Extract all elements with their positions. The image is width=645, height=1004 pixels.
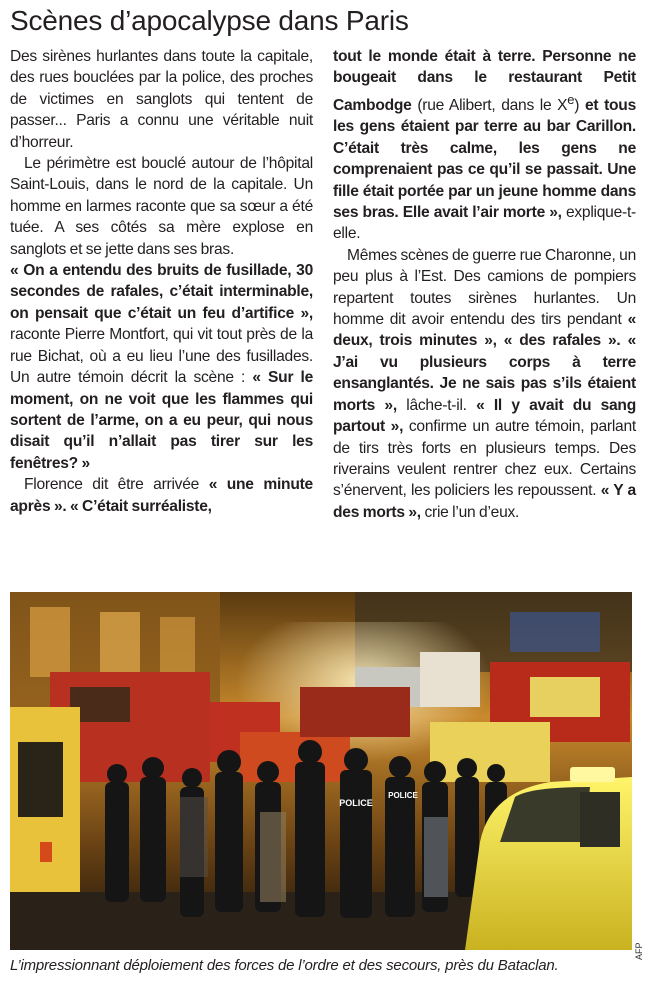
paragraph: Des sirènes hurlantes dans toute la capitale, des rues bouclées par la police, des proches de victimes en sanglots qui tentent de passer... Paris a connu une véritable nuit d’horreur.	[10, 48, 313, 151]
quote: « Y a des morts »,	[333, 482, 636, 521]
vest-label: POLICE	[388, 791, 418, 800]
article-column-left	[10, 46, 313, 517]
paragraph: Florence dit être arrivée « une minute après ». « C’était surréaliste,	[10, 476, 313, 515]
superscript: e	[567, 91, 575, 107]
quote: « On a entendu des bruits de fusillade, 30 secondes de rafales, c’était interminable, on pensait que c’était un feu d’artifice »,	[10, 262, 313, 322]
article-headline: Scènes d’apocalypse dans Paris	[10, 5, 409, 36]
paragraph: tout le monde était à terre. Personne ne bougeait dans le restaurant Petit Cambodge (rue Alibert, dans le Xe) et tous les gens étaient par terre au bar Carillon. C’était très calme, les gens ne comprenaient pas ce qu’il se passait. Une fille était portée par un jeune homme dans ses bras. Elle avait l’air morte », explique-t-elle.	[333, 48, 636, 243]
quote: « des rafales ».	[503, 332, 621, 350]
quote: et tous les gens étaient par terre au bar Carillon. C’était très calme, les gens ne comprenaient pas ce qu’il se passait. Une fille était portée par un jeune homme dans ses bras. Elle avait l’air morte »,	[333, 97, 636, 222]
paragraph: Mêmes scènes de guerre rue Charonne, un peu plus à l’Est. Des camions de pompiers repartent toutes sirènes hurlantes. Un homme dit avoir entendu des tirs pendant « deux, trois minutes », « des rafales ». « J’ai vu plusieurs corps à terre ensanglantés. Je ne sais pas s’ils étaient morts », lâche-t-il. « Il y avait du sang partout », confirme un autre témoin, parlant de tirs très forts en plusieurs temps. Des riverains veulent rentrer chez eux. Certains s’énervent, les policiers les repoussent. « Y a des morts », crie l’un d’eux.	[333, 246, 636, 521]
quote: « Il y avait du sang partout »,	[333, 396, 636, 436]
quote: « Sur le moment, on ne voit que les flammes qui sortent de l’arme, on a eu peur, qui nous disait qu’il n’allait pas tirer sur les fenêtres? »	[10, 369, 313, 472]
news-photo	[10, 592, 632, 950]
paragraph: « On a entendu des bruits de fusillade, 30 secondes de rafales, c’était interminable, on pensait que c’était un feu d’artifice », raconte Pierre Montfort, qui vit tout près de la rue Bichat, où a eu lieu l’une des fusillades. Un autre témoin décrit la scène : « Sur le moment, on ne voit que les flammes qui sortent de l’arme, on a eu peur, qui nous disait qu’il n’allait pas tirer sur les fenêtres? »	[10, 262, 313, 472]
quote: « J’ai vu plusieurs corps à terre ensanglantés. Je ne sais pas s’ils étaient morts »,	[333, 332, 636, 414]
paragraph: Le périmètre est bouclé autour de l’hôpital Saint-Louis, dans le nord de la capitale. Un homme en larmes raconte que sa sœur a été tuée. A ses côtés sa mère explose en sanglots et se jette dans ses bras.	[10, 155, 313, 258]
quote: « deux, trois minutes »,	[333, 311, 636, 350]
photo-caption: L’impressionnant déploiement des forces de l’ordre et des secours, près du Bataclan.	[10, 957, 559, 974]
vest-label: POLICE	[339, 798, 373, 808]
article-column-right	[333, 46, 636, 523]
quote: tout le monde était à terre. Personne ne bougeait dans le restaurant Petit Cambodge	[333, 48, 636, 114]
quote: « une minute après ».	[10, 476, 313, 515]
quote: « C’était surréaliste,	[70, 497, 212, 515]
photo-credit: AFP	[634, 942, 644, 960]
